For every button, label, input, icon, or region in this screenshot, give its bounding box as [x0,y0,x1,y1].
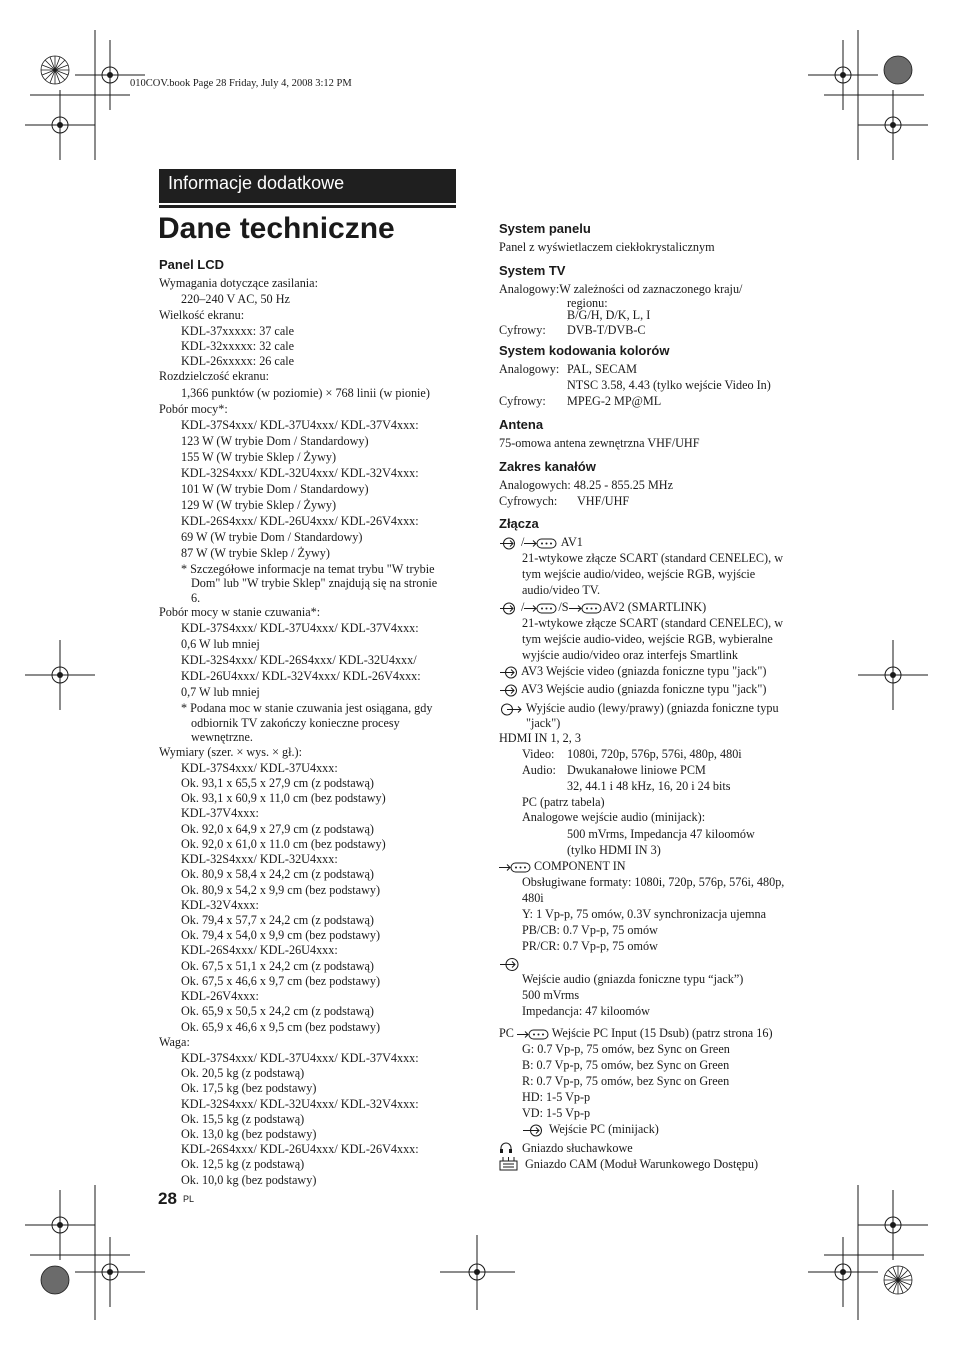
spec-line: Waga: [159,1035,190,1049]
av3-audio-label: AV3 Wejście audio (gniazda foniczne typu "jack") [521,682,767,696]
spec-line: audio/video TV. [522,583,601,597]
spec-line: Ok. 80,9 x 58,4 x 24,2 cm (z podstawą) [181,867,374,881]
footnote-line: * Podana moc w stanie czuwania jest osiągana, gdy [181,701,433,715]
spec-line: Obsługiwane formaty: 1080i, 720p, 576p, 576i, 480p, [522,875,785,889]
heading-zakres-kanalow: Zakres kanałów [499,459,596,474]
page-title: Dane techniczne [158,212,395,245]
spec-line: Ok. 93,1 x 60,9 x 11,0 cm (bez podstawy) [181,791,386,805]
output-arrow-icon [499,703,523,716]
spec-line: KDL-32xxxxx: 32 cale [181,339,295,353]
spec-line: Video: [522,747,555,761]
component-label: COMPONENT IN [534,859,626,873]
spec-line: PC (patrz tabela) [522,795,605,809]
spec-line: 21-wtykowe złącze SCART (standard CENELEC), w [522,551,784,565]
footnote-line: Dom" lub "W trybie Sklep" znajdują się na stronie [191,576,438,590]
connector-row-pc-minijack [522,1122,659,1137]
slash: / [521,600,525,614]
footnote-line: odbiornik TV zakończy konieczne procesy [191,716,400,730]
spec-line: Pobór mocy*: [159,402,228,416]
spec-line: Dwukanałowe liniowe PCM [567,763,706,777]
spec-line: Pobór mocy w stanie czuwania*: [159,605,321,619]
spec-line: Ok. 92,0 x 64,9 x 27,9 cm (z podstawą) [181,822,374,836]
scart-connector-icon [524,537,558,550]
spec-line: MPEG-2 MP@ML [567,394,662,408]
spec-line: 69 W (W trybie Dom / Standardowy) [181,530,363,544]
av3-video-label: AV3 Wejście video (gniazda foniczne typu "jack") [521,664,767,678]
spec-line: 123 W (W trybie Dom / Standardowy) [181,434,369,448]
spec-line: KDL-37xxxxx: 37 cale [181,324,295,338]
spec-line: Gniazdo CAM (Moduł Warunkowego Dostępu) [525,1157,759,1171]
heading-system-panelu: System panelu [499,221,591,236]
spec-line: Panel z wyświetlaczem ciekłokrystalicznym [499,240,715,254]
spec-line: Ok. 79,4 x 57,7 x 24,2 cm (z podstawą) [181,913,374,927]
spec-line: Wymiary (szer. × wys. × gł.): [159,745,302,759]
spec-line: NTSC 3.58, 4.43 (tylko wejście Video In) [567,378,771,392]
spec-line: 129 W (W trybie Sklep / Żywy) [181,498,337,512]
spec-line: VHF/UHF [577,494,630,508]
spec-line: Rozdzielczość ekranu: [159,369,269,383]
spec-line: KDL-26S4xxx/ KDL-26U4xxx/ KDL-26V4xxx: [181,1142,419,1156]
spec-line: (tylko HDMI IN 3) [567,843,661,857]
page-number: 28 [158,1189,177,1208]
spec-line: Ok. 15,5 kg (z podstawą) [181,1112,305,1126]
spec-line: Analogowy:W zależności od zaznaczonego kraju/ [499,282,743,296]
spec-line: Wielkość ekranu: [159,308,245,322]
scart-connector-icon [517,1028,549,1041]
spec-line: Gniazdo słuchawkowe [522,1141,633,1155]
input-arrow-icon [522,1124,546,1137]
spec-line: Cyfrowych: [499,494,558,508]
page-language: PL [183,1194,195,1204]
input-arrow-icon [499,602,521,615]
section-bar-underline [159,205,456,208]
spec-line: Ok. 79,4 x 54,0 x 9,9 cm (bez podstawy) [181,928,381,942]
input-arrow-icon [499,684,521,697]
spec-line: Cyfrowy: [499,394,546,408]
spec-line: tym wejście audio/video, wejście RGB, wyjście [522,567,756,581]
spec-line: 1080i, 720p, 576p, 576i, 480p, 480i [567,747,742,761]
spec-line: Ok. 92,0 x 61,0 x 11.0 cm (bez podstawy) [181,837,386,851]
input-arrow-icon [499,537,521,550]
spec-line: "jack") [526,716,561,730]
spec-line: Y: 1 Vp-p, 75 omów, 0.3V synchronizacja ujemna [522,907,767,921]
spec-line: 220–240 V AC, 50 Hz [181,292,290,306]
spec-line: 0,6 W lub mniej [181,637,260,651]
heading-zlacza: Złącza [499,516,539,531]
spec-line: KDL-37S4xxx/ KDL-37U4xxx/ KDL-37V4xxx: [181,621,419,635]
spec-line: Audio: [522,763,556,777]
spec-line: KDL-32S4xxx/ KDL-26S4xxx/ KDL-32U4xxx/ [181,653,417,667]
footnote-line: * Szczegółowe informacje na temat trybu "W trybie [181,562,435,576]
connector-row-av3-audio [499,682,766,697]
spec-line: 32, 44.1 i 48 kHz, 16, 20 i 24 bits [567,779,731,793]
connector-row-component [499,859,626,874]
spec-line: G: 0.7 Vp-p, 75 omów, bez Sync on Green [522,1042,730,1056]
section-title: Informacje dodatkowe [168,173,345,193]
spec-line: Analogowych: 48.25 - 855.25 MHz [499,478,673,492]
spec-line: PR/CR: 0.7 Vp-p, 75 omów [522,939,658,953]
spec-line: 75-omowa antena zewnętrzna VHF/UHF [499,436,700,450]
spec-line: Wejście audio (gniazda foniczne typu “jack”) [522,972,744,986]
spec-line: PB/CB: 0.7 Vp-p, 75 omów [522,923,658,937]
spec-line: KDL-26U4xxx/ KDL-32V4xxx/ KDL-26V4xxx: [181,669,421,683]
heading-antena: Antena [499,417,544,432]
spec-line: KDL-37S4xxx/ KDL-37U4xxx: [181,761,338,775]
spec-line: Ok. 17,5 kg (bez podstawy) [181,1081,317,1095]
spec-line: HDMI IN 1, 2, 3 [499,731,581,745]
headphone-icon [499,1141,513,1154]
spec-line: KDL-32S4xxx/ KDL-32U4xxx/ KDL-32V4xxx: [181,1097,419,1111]
header-note: 010COV.book Page 28 Friday, July 4, 2008 3:12 PM [130,78,352,89]
heading-system-kodowania: System kodowania kolorów [499,343,670,358]
spec-line: KDL-37S4xxx/ KDL-37U4xxx/ KDL-37V4xxx: [181,418,419,432]
spec-line: Analogowy: [499,362,560,376]
spec-line: Ok. 65,9 x 46,6 x 9,5 cm (bez podstawy) [181,1020,381,1034]
cam-slot-icon [499,1156,519,1171]
spec-line: 500 mVrms [522,988,580,1002]
connector-row-av3-video [499,664,766,679]
spec-line: R: 0.7 Vp-p, 75 omów, bez Sync on Green [522,1074,730,1088]
spec-line: DVB-T/DVB-C [567,323,646,337]
connector-row-av1 [499,535,583,550]
audio-out-label: Wyjście audio (lewy/prawy) (gniazda foniczne typu [525,701,779,715]
spec-line: KDL-26xxxxx: 26 cale [181,354,295,368]
heading-panel-lcd: Panel LCD [159,257,225,272]
spec-line: KDL-26V4xxx: [181,989,259,1003]
footnote-line: 6. [191,591,201,605]
spec-line: KDL-32S4xxx/ KDL-32U4xxx/ KDL-32V4xxx: [181,466,419,480]
spec-line: 101 W (W trybie Dom / Standardowy) [181,482,369,496]
spec-line: 0,7 W lub mniej [181,685,260,699]
input-arrow-icon [499,666,521,679]
spec-line: 155 W (W trybie Sklep / Żywy) [181,450,337,464]
spec-line: PAL, SECAM [567,362,637,376]
pc-input-label: Wejście PC Input (15 Dsub) (patrz strona 16) [551,1026,773,1040]
spec-line: KDL-37S4xxx/ KDL-37U4xxx/ KDL-37V4xxx: [181,1051,419,1065]
spec-line: KDL-32V4xxx: [181,898,259,912]
heading-system-tv: System TV [499,263,566,278]
spec-line: Cyfrowy: [499,323,546,337]
spec-line: Ok. 65,9 x 50,5 x 24,2 cm (z podstawą) [181,1004,374,1018]
connector-row-av2 [499,600,706,615]
spec-line: KDL-37V4xxx: [181,806,259,820]
spec-line: HD: 1-5 Vp-p [522,1090,591,1104]
spec-line: Ok. 10,0 kg (bez podstawy) [181,1173,317,1187]
s-label: /S [558,600,569,614]
spec-line: Ok. 20,5 kg (z podstawą) [181,1066,305,1080]
spec-line: Wymagania dotyczące zasilania: [159,276,318,290]
spec-line: Ok. 13,0 kg (bez podstawy) [181,1127,317,1141]
connector-row-audio-out [499,701,779,716]
spec-line: tym wejście audio-video, wejście RGB, wybieralne [522,632,773,646]
av2-label: AV2 (SMARTLINK) [602,600,707,614]
spec-line: 21-wtykowe złącze SCART (standard CENELEC), w [522,616,784,630]
spec-line: wyjście audio/video oraz interfejs Smartlink [522,648,738,662]
spec-line: KDL-26S4xxx/ KDL-26U4xxx: [181,943,338,957]
spec-line: Ok. 12,5 kg (z podstawą) [181,1157,305,1171]
spec-line: Ok. 67,5 x 46,6 x 9,7 cm (bez podstawy) [181,974,381,988]
scart-connector-icon [499,861,531,874]
slash: / [521,535,525,549]
spec-line: KDL-26S4xxx/ KDL-26U4xxx/ KDL-26V4xxx: [181,514,419,528]
spec-line: 1,366 punktów (w poziomie) × 768 linii (w pionie) [181,386,430,400]
scart-connector-icon [569,602,603,615]
input-arrow-icon [499,957,523,972]
pc-minijack-label: Wejście PC (minijack) [548,1122,659,1136]
spec-line: 87 W (W trybie Sklep / Żywy) [181,546,330,560]
spec-line: Impedancja: 47 kiloomów [522,1004,650,1018]
scart-connector-icon [524,602,558,615]
spec-line: B: 0.7 Vp-p, 75 omów, bez Sync on Green [522,1058,730,1072]
pc-label: PC [499,1026,514,1040]
spec-line: 480i [522,891,544,905]
spec-line: 500 mVrms, Impedancja 47 kiloomów [567,827,755,841]
av1-label: AV1 [560,535,583,549]
spec-line: Ok. 80,9 x 54,2 x 9,9 cm (bez podstawy) [181,883,381,897]
spec-line: B/G/H, D/K, L, I [567,308,651,322]
spec-line: regionu: [567,296,608,310]
spec-line: KDL-32S4xxx/ KDL-32U4xxx: [181,852,338,866]
connector-row-pc [499,1026,773,1041]
footnote-line: wewnętrzne. [191,730,253,744]
spec-line: VD: 1-5 Vp-p [522,1106,591,1120]
spec-line: Analogowe wejście audio (minijack): [522,810,706,824]
spec-line: Ok. 93,1 x 65,5 x 27,9 cm (z podstawą) [181,776,374,790]
spec-line: Ok. 67,5 x 51,1 x 24,2 cm (z podstawą) [181,959,374,973]
